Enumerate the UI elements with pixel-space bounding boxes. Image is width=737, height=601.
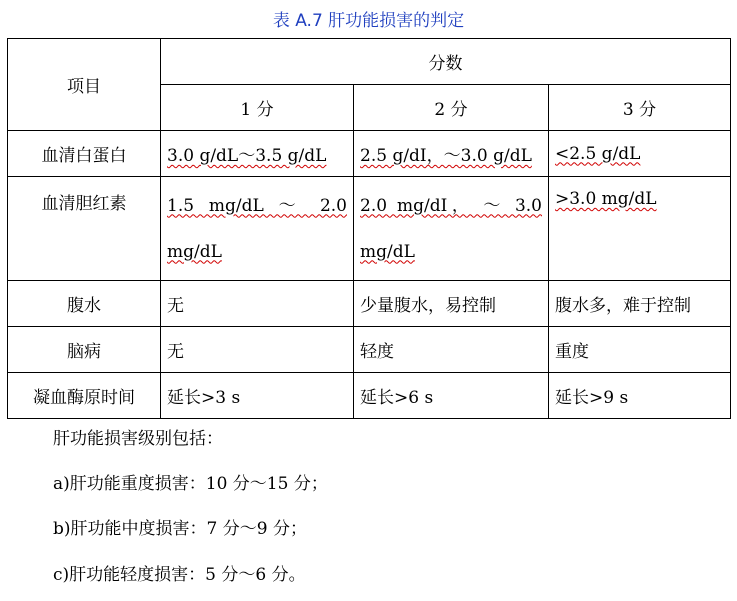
row-item-encephalopathy: 脑病 [8,327,161,373]
cell-prothrombin-3: 延长>9 s [549,373,731,419]
cell-text: 2.0 mg/dI， ～ 3.0 mg/dL [360,195,542,262]
note-moderate: b)肝功能中度损害：7 分～9 分； [53,519,307,539]
cell-ascites-1: 无 [161,281,354,327]
cell-albumin-1 [161,131,354,177]
cell-text: 1.5 mg/dL ～ 2.0 mg/dL [167,195,347,262]
cell-bilirubin-2 [354,177,549,281]
header-score-1: 1 分 [161,85,354,131]
cell-bilirubin-1 [161,177,354,281]
note-mild: c)肝功能轻度损害：5 分～6 分。 [53,565,306,585]
header-item: 项目 [8,39,161,131]
row-item-bilirubin: 血清胆红素 [8,177,161,281]
cell-encephalopathy-2: 轻度 [354,327,549,373]
cell-encephalopathy-3: 重度 [549,327,731,373]
table-row [8,327,731,373]
cell-prothrombin-1: 延长>3 s [161,373,354,419]
cell-text: <2.5 g/dL [555,143,641,164]
cell-ascites-2: 少量腹水，易控制 [354,281,549,327]
cell-albumin-2 [354,131,549,177]
table-row [8,177,731,281]
table-row [8,131,731,177]
row-item-prothrombin: 凝血酶原时间 [8,373,161,419]
table-row [8,281,731,327]
header-score-3: 3 分 [549,85,731,131]
table-row [8,373,731,419]
note-severe: a)肝功能重度损害：10 分～15 分； [53,474,328,494]
cell-albumin-3 [549,131,731,177]
table-caption: 表 A.7 肝功能损害的判定 [272,11,465,31]
cell-text: 2.5 g/dI，～3.0 g/dL [360,146,532,166]
cell-text: 3.0 g/dL～3.5 g/dL [167,146,327,166]
cell-prothrombin-2: 延长>6 s [354,373,549,419]
notes-intro: 肝功能损害级别包括： [53,429,223,449]
liver-function-table [7,38,731,419]
cell-text: >3.0 mg/dL [555,189,657,209]
cell-encephalopathy-1: 无 [161,327,354,373]
cell-ascites-3: 腹水多，难于控制 [549,281,731,327]
cell-bilirubin-3 [549,177,731,281]
header-score: 分数 [161,39,731,85]
row-item-albumin: 血清白蛋白 [8,131,161,177]
row-item-ascites: 腹水 [8,281,161,327]
header-score-2: 2 分 [354,85,549,131]
